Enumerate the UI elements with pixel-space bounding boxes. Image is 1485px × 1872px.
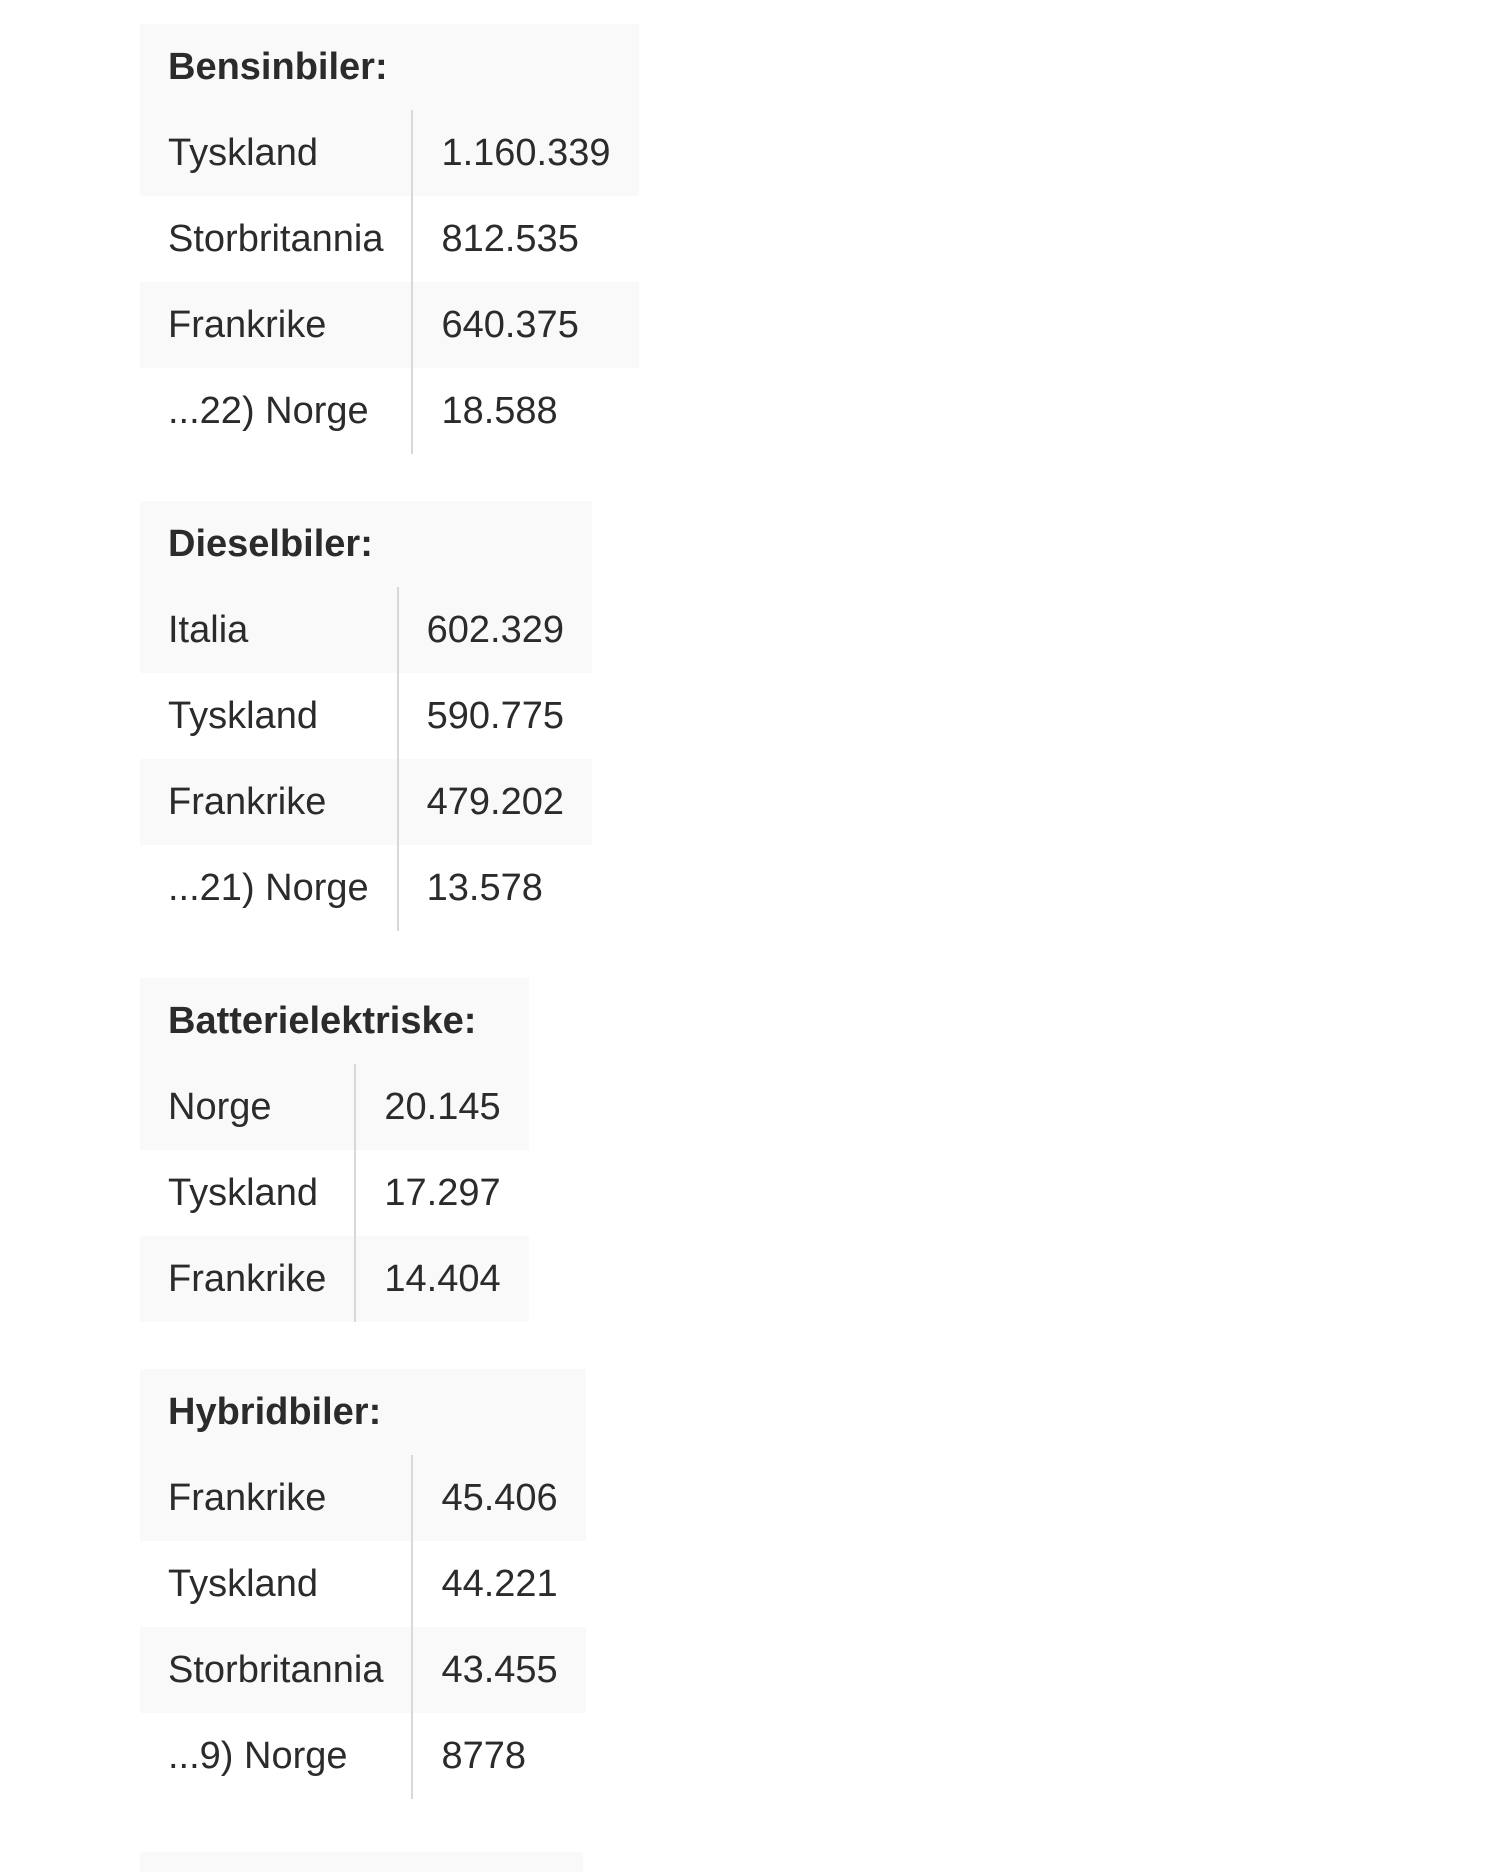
table-bensinbiler (140, 24, 639, 454)
country-cell: ...22) Norge (140, 368, 412, 454)
country-cell: Frankrike (140, 282, 412, 368)
value-cell: 640.375 (412, 282, 638, 368)
country-cell: ...21) Norge (140, 845, 398, 931)
table-dieselbiler (140, 501, 592, 931)
value-cell: 590.775 (426, 695, 565, 737)
value-cell: 812.535 (441, 218, 579, 260)
table-batterielektriske (140, 978, 529, 1322)
country-cell: Italia (140, 587, 398, 673)
value-cell: 14.404 (355, 1236, 528, 1322)
country-cell: ...9) Norge (140, 1713, 412, 1799)
country-cell: Tyskland (140, 673, 398, 759)
table-row (140, 673, 592, 759)
table-row (140, 1713, 586, 1799)
table-row (140, 196, 639, 282)
table-heading: Dieselbiler: (140, 501, 592, 587)
table-row (140, 1541, 586, 1627)
next-table-header-partial (140, 1852, 583, 1872)
value-cell: 45.406 (412, 1455, 585, 1541)
table-row (140, 110, 639, 196)
country-cell: Frankrike (140, 1455, 412, 1541)
table-hybridbiler (140, 1369, 586, 1799)
value-cell: 43.455 (412, 1627, 585, 1713)
value-cell: 18.588 (441, 390, 558, 432)
value-cell: 479.202 (398, 759, 592, 845)
table-row (140, 1627, 586, 1713)
country-cell: Frankrike (140, 759, 398, 845)
value-cell: 44.221 (441, 1563, 558, 1605)
table-heading: Bensinbiler: (140, 24, 639, 110)
country-cell: Norge (140, 1064, 355, 1150)
table-row (140, 1150, 529, 1236)
country-cell: Tyskland (140, 110, 412, 196)
country-cell: Tyskland (140, 1541, 412, 1627)
value-cell: 602.329 (398, 587, 592, 673)
table-row (140, 368, 639, 454)
value-cell: 1.160.339 (412, 110, 638, 196)
value-cell: 8778 (441, 1735, 527, 1777)
table-row (140, 845, 592, 931)
table-row (140, 587, 592, 673)
country-cell: Tyskland (140, 1150, 355, 1236)
table-row (140, 1236, 529, 1322)
table-row (140, 282, 639, 368)
value-cell: 20.145 (355, 1064, 528, 1150)
value-cell: 17.297 (384, 1172, 501, 1214)
table-heading: Batterielektriske: (140, 978, 529, 1064)
table-heading: Hybridbiler: (140, 1369, 586, 1455)
value-cell: 13.578 (426, 867, 543, 909)
table-row (140, 1064, 529, 1150)
country-cell: Storbritannia (140, 1627, 412, 1713)
country-cell: Storbritannia (140, 196, 412, 282)
country-cell: Frankrike (140, 1236, 355, 1322)
table-row (140, 1455, 586, 1541)
table-row (140, 759, 592, 845)
article-body (140, 24, 639, 1846)
